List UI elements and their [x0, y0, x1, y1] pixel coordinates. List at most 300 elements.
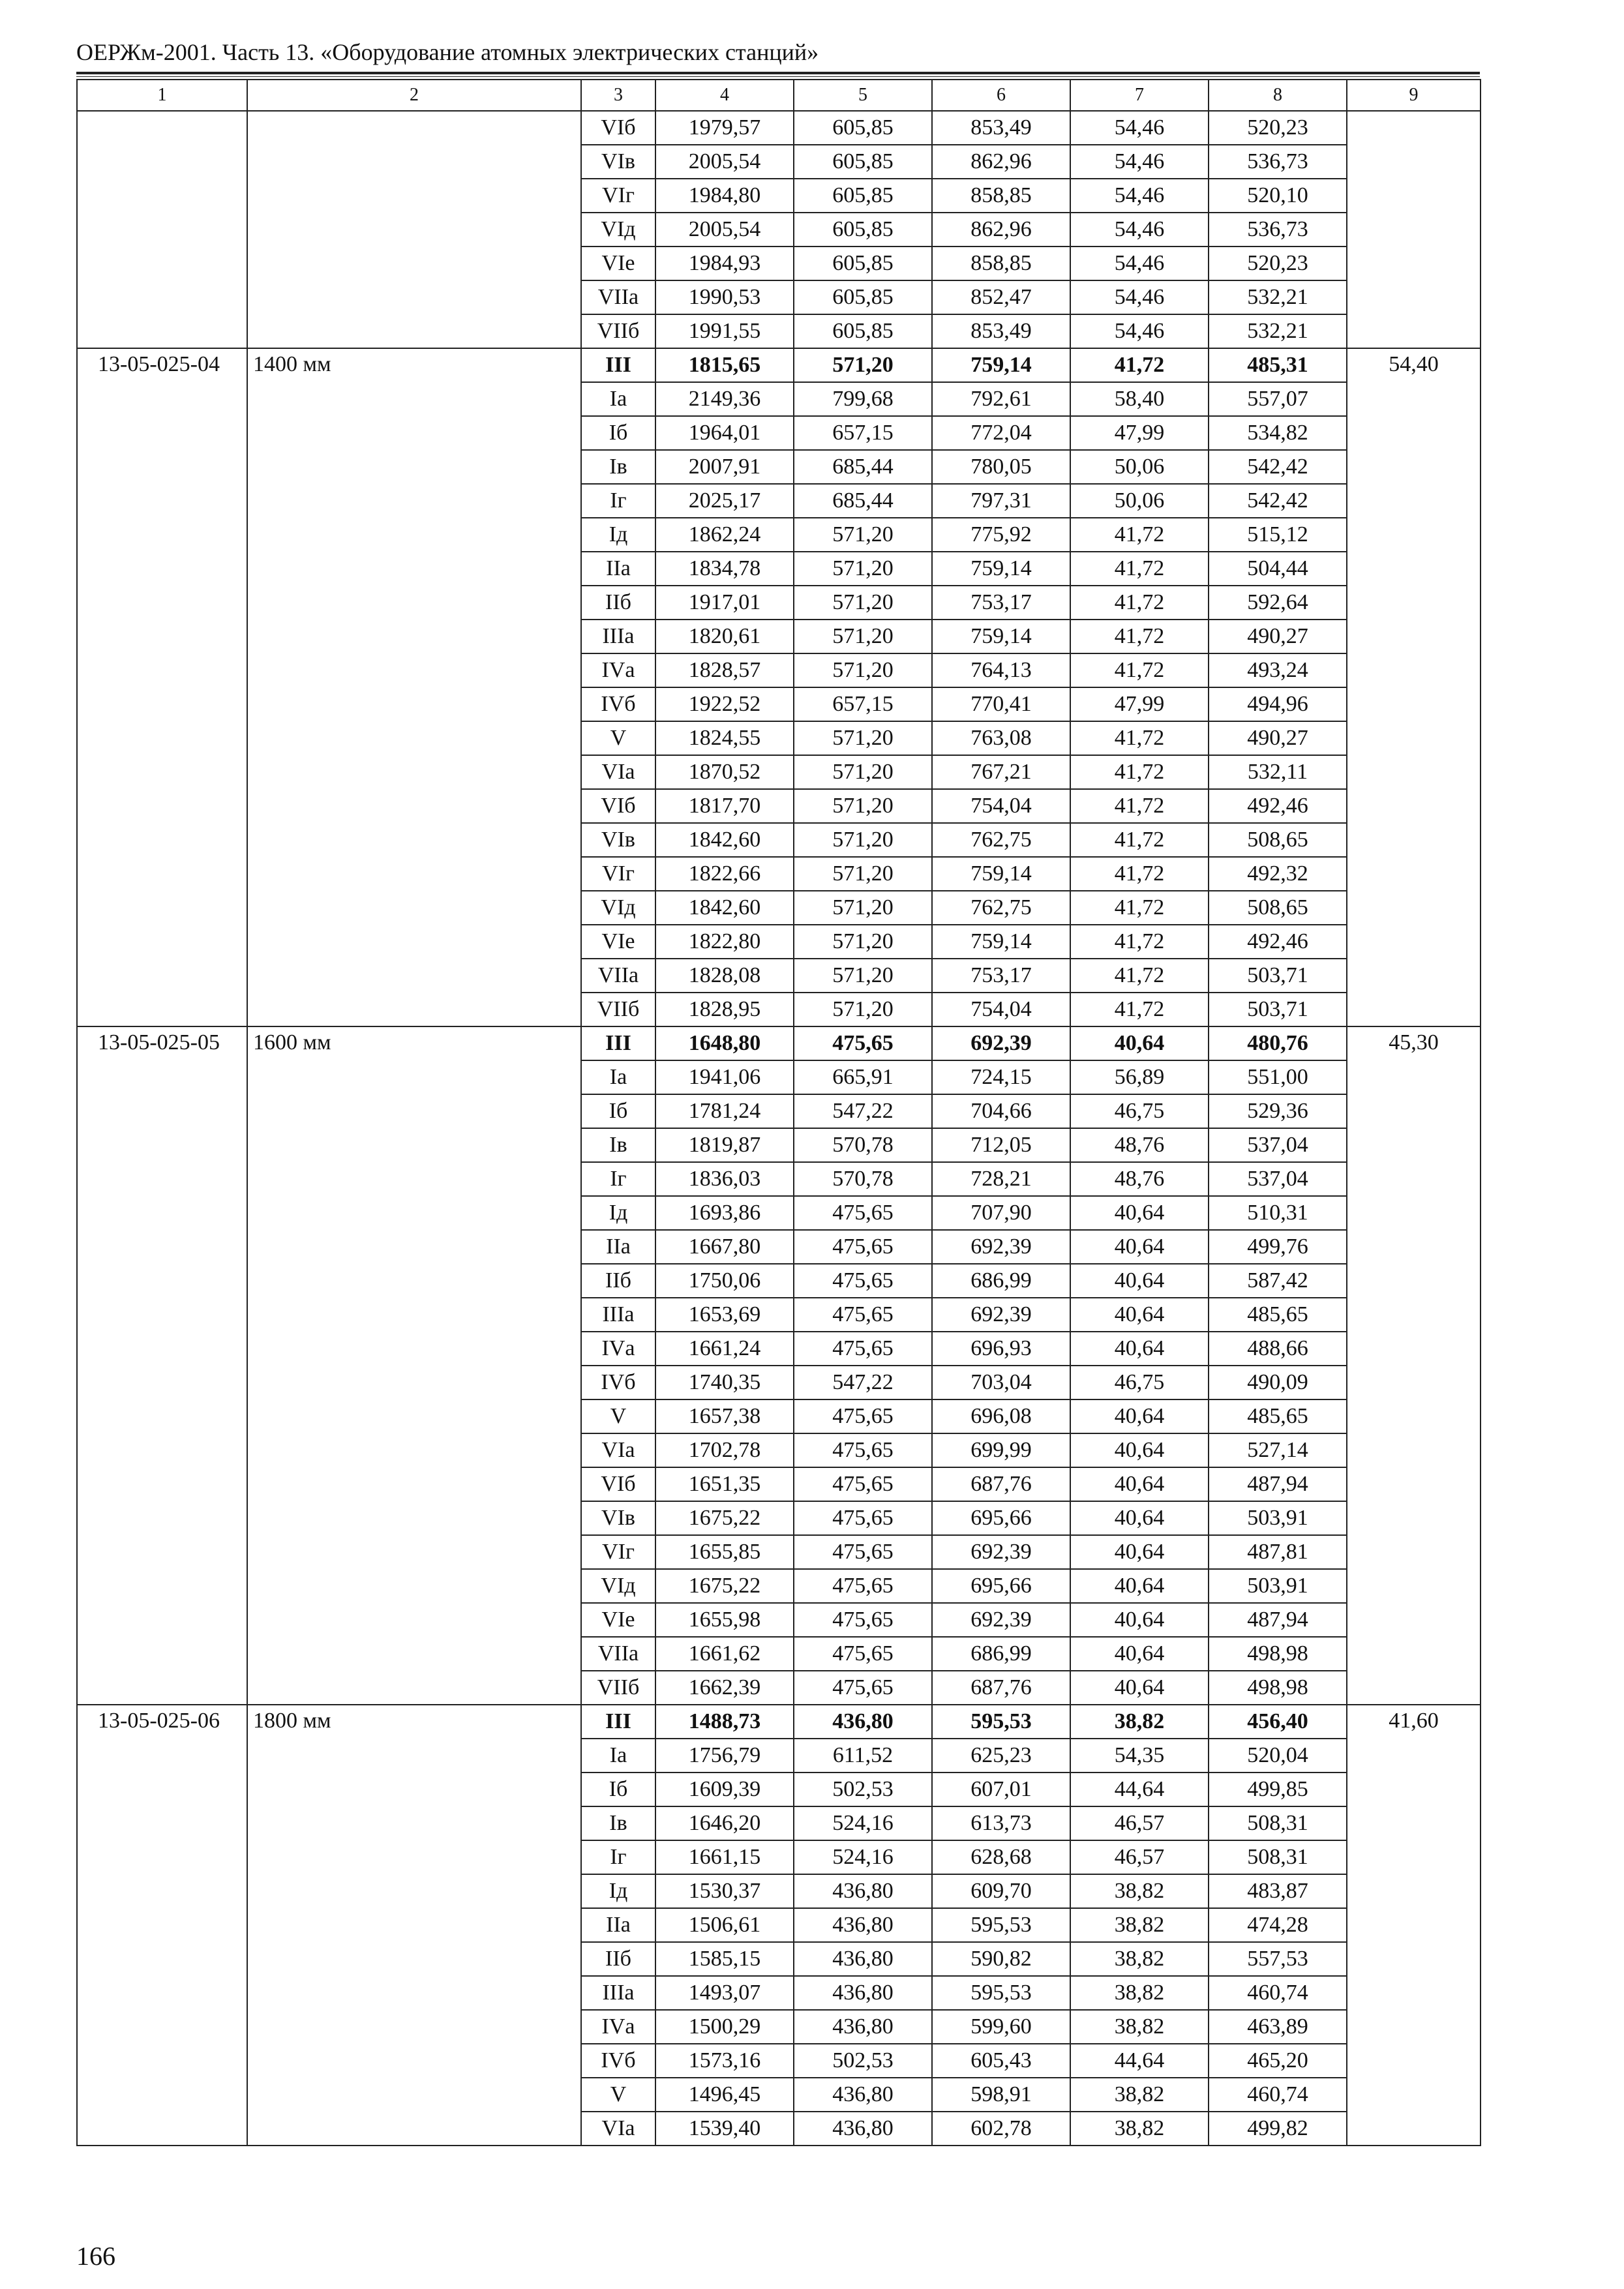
- value-cell: 605,43: [932, 2044, 1070, 2078]
- value-cell: 502,53: [794, 1773, 932, 1806]
- zone-code: VIа: [581, 1433, 655, 1467]
- zone-code: VIа: [581, 2112, 655, 2146]
- value-cell: 38,82: [1070, 1942, 1209, 1976]
- value-cell: 436,80: [794, 1976, 932, 2010]
- value-cell: 456,40: [1209, 1705, 1347, 1739]
- zone-code: III: [581, 348, 655, 382]
- zone-code: IIа: [581, 1908, 655, 1942]
- value-cell: 571,20: [794, 823, 932, 857]
- value-cell: 54,35: [1070, 1739, 1209, 1773]
- value-cell: 2149,36: [655, 382, 794, 416]
- value-cell: 474,28: [1209, 1908, 1347, 1942]
- value-cell: 498,98: [1209, 1637, 1347, 1671]
- value-cell: 38,82: [1070, 2010, 1209, 2044]
- value-cell: 46,57: [1070, 1840, 1209, 1874]
- value-cell: 858,85: [932, 247, 1070, 280]
- value-cell: 754,04: [932, 789, 1070, 823]
- zone-code: IIб: [581, 586, 655, 620]
- value-cell: 1922,52: [655, 687, 794, 721]
- zone-code: VIв: [581, 1501, 655, 1535]
- value-cell: 759,14: [932, 620, 1070, 653]
- rate-code: 13-05-025-06: [77, 1705, 247, 2146]
- value-cell: 1506,61: [655, 1908, 794, 1942]
- value-cell: 611,52: [794, 1739, 932, 1773]
- column-9-value: 54,40: [1347, 348, 1481, 1026]
- value-cell: 41,72: [1070, 721, 1209, 755]
- zone-code: III: [581, 1026, 655, 1060]
- value-cell: 712,05: [932, 1128, 1070, 1162]
- value-cell: 685,44: [794, 450, 932, 484]
- value-cell: 58,40: [1070, 382, 1209, 416]
- value-cell: 536,73: [1209, 213, 1347, 247]
- zone-code: Iа: [581, 1060, 655, 1094]
- value-cell: 475,65: [794, 1298, 932, 1332]
- zone-code: IIIа: [581, 620, 655, 653]
- value-cell: 492,32: [1209, 857, 1347, 891]
- value-cell: 595,53: [932, 1976, 1070, 2010]
- value-cell: 1828,95: [655, 993, 794, 1026]
- value-cell: 551,00: [1209, 1060, 1347, 1094]
- value-cell: 40,64: [1070, 1332, 1209, 1366]
- value-cell: 753,17: [932, 959, 1070, 993]
- zone-code: Iг: [581, 1162, 655, 1196]
- value-cell: 724,15: [932, 1060, 1070, 1094]
- value-cell: 40,64: [1070, 1196, 1209, 1230]
- value-cell: 1822,66: [655, 857, 794, 891]
- zone-code: IVб: [581, 2044, 655, 2078]
- value-cell: 503,71: [1209, 959, 1347, 993]
- value-cell: 537,04: [1209, 1162, 1347, 1196]
- value-cell: 571,20: [794, 993, 932, 1026]
- value-cell: 657,15: [794, 687, 932, 721]
- zone-code: VIд: [581, 213, 655, 247]
- value-cell: 508,65: [1209, 823, 1347, 857]
- column-number: 7: [1070, 80, 1209, 111]
- value-cell: 1573,16: [655, 2044, 794, 2078]
- value-cell: 515,12: [1209, 518, 1347, 552]
- value-cell: 492,46: [1209, 789, 1347, 823]
- value-cell: 475,65: [794, 1467, 932, 1501]
- value-cell: 592,64: [1209, 586, 1347, 620]
- value-cell: 41,72: [1070, 653, 1209, 687]
- value-cell: 498,98: [1209, 1671, 1347, 1705]
- zone-code: VIIа: [581, 280, 655, 314]
- value-cell: 1496,45: [655, 2078, 794, 2112]
- value-cell: 657,15: [794, 416, 932, 450]
- value-cell: 487,81: [1209, 1535, 1347, 1569]
- zone-code: III: [581, 1705, 655, 1739]
- value-cell: 695,66: [932, 1569, 1070, 1603]
- value-cell: 1651,35: [655, 1467, 794, 1501]
- value-cell: 858,85: [932, 179, 1070, 213]
- value-cell: 41,72: [1070, 857, 1209, 891]
- value-cell: 46,75: [1070, 1366, 1209, 1399]
- value-cell: 50,06: [1070, 484, 1209, 518]
- value-cell: 532,21: [1209, 280, 1347, 314]
- value-cell: 692,39: [932, 1026, 1070, 1060]
- value-cell: 532,21: [1209, 314, 1347, 348]
- value-cell: 607,01: [932, 1773, 1070, 1806]
- value-cell: 2025,17: [655, 484, 794, 518]
- column-number: 4: [655, 80, 794, 111]
- value-cell: 508,65: [1209, 891, 1347, 925]
- value-cell: 704,66: [932, 1094, 1070, 1128]
- value-cell: 40,64: [1070, 1535, 1209, 1569]
- value-cell: 532,11: [1209, 755, 1347, 789]
- rate-code: [77, 111, 247, 348]
- value-cell: 571,20: [794, 518, 932, 552]
- value-cell: 46,75: [1070, 1094, 1209, 1128]
- value-cell: 605,85: [794, 314, 932, 348]
- value-cell: 475,65: [794, 1026, 932, 1060]
- zone-code: VIе: [581, 247, 655, 280]
- zone-code: VIIб: [581, 993, 655, 1026]
- value-cell: 41,72: [1070, 518, 1209, 552]
- zone-code: IVа: [581, 2010, 655, 2044]
- value-cell: 571,20: [794, 620, 932, 653]
- value-cell: 557,53: [1209, 1942, 1347, 1976]
- rates-table: [76, 79, 1481, 2146]
- zone-code: VIг: [581, 857, 655, 891]
- value-cell: 605,85: [794, 111, 932, 145]
- value-cell: 475,65: [794, 1399, 932, 1433]
- value-cell: 493,24: [1209, 653, 1347, 687]
- value-cell: 40,64: [1070, 1298, 1209, 1332]
- equipment-size: [247, 111, 581, 348]
- value-cell: 699,99: [932, 1433, 1070, 1467]
- value-cell: 754,04: [932, 993, 1070, 1026]
- value-cell: 487,94: [1209, 1603, 1347, 1637]
- value-cell: 40,64: [1070, 1399, 1209, 1433]
- value-cell: 436,80: [794, 1908, 932, 1942]
- value-cell: 1657,38: [655, 1399, 794, 1433]
- value-cell: 520,04: [1209, 1739, 1347, 1773]
- table-row: [77, 348, 1481, 382]
- value-cell: 571,20: [794, 348, 932, 382]
- value-cell: 475,65: [794, 1637, 932, 1671]
- value-cell: 460,74: [1209, 1976, 1347, 2010]
- zone-code: VIб: [581, 1467, 655, 1501]
- value-cell: 571,20: [794, 552, 932, 586]
- value-cell: 1530,37: [655, 1874, 794, 1908]
- value-cell: 767,21: [932, 755, 1070, 789]
- value-cell: 54,46: [1070, 314, 1209, 348]
- value-cell: 692,39: [932, 1535, 1070, 1569]
- value-cell: 1675,22: [655, 1501, 794, 1535]
- zone-code: IIа: [581, 1230, 655, 1264]
- value-cell: 48,76: [1070, 1128, 1209, 1162]
- zone-code: VIе: [581, 1603, 655, 1637]
- zone-code: Iб: [581, 1773, 655, 1806]
- value-cell: 47,99: [1070, 416, 1209, 450]
- value-cell: 692,39: [932, 1230, 1070, 1264]
- value-cell: 41,72: [1070, 925, 1209, 959]
- zone-code: Iд: [581, 1874, 655, 1908]
- zone-code: Iа: [581, 382, 655, 416]
- value-cell: 40,64: [1070, 1467, 1209, 1501]
- rates-table-body: [77, 80, 1481, 2146]
- value-cell: 508,31: [1209, 1840, 1347, 1874]
- zone-code: VIб: [581, 789, 655, 823]
- value-cell: 1661,62: [655, 1637, 794, 1671]
- value-cell: 503,71: [1209, 993, 1347, 1026]
- value-cell: 1609,39: [655, 1773, 794, 1806]
- value-cell: 38,82: [1070, 2112, 1209, 2146]
- value-cell: 499,82: [1209, 2112, 1347, 2146]
- zone-code: Iд: [581, 518, 655, 552]
- value-cell: 598,91: [932, 2078, 1070, 2112]
- value-cell: 770,41: [932, 687, 1070, 721]
- value-cell: 605,85: [794, 179, 932, 213]
- value-cell: 1820,61: [655, 620, 794, 653]
- value-cell: 571,20: [794, 586, 932, 620]
- value-cell: 686,99: [932, 1637, 1070, 1671]
- value-cell: 1661,24: [655, 1332, 794, 1366]
- zone-code: VIд: [581, 891, 655, 925]
- value-cell: 1990,53: [655, 280, 794, 314]
- value-cell: 728,21: [932, 1162, 1070, 1196]
- value-cell: 763,08: [932, 721, 1070, 755]
- column-number-row: [77, 80, 1481, 111]
- page-number: 166: [76, 2241, 115, 2271]
- column-number: 5: [794, 80, 932, 111]
- value-cell: 490,09: [1209, 1366, 1347, 1399]
- value-cell: 1500,29: [655, 2010, 794, 2044]
- value-cell: 1655,98: [655, 1603, 794, 1637]
- value-cell: 595,53: [932, 1705, 1070, 1739]
- value-cell: 38,82: [1070, 1908, 1209, 1942]
- value-cell: 475,65: [794, 1264, 932, 1298]
- value-cell: 524,16: [794, 1840, 932, 1874]
- value-cell: 609,70: [932, 1874, 1070, 1908]
- value-cell: 47,99: [1070, 687, 1209, 721]
- value-cell: 504,44: [1209, 552, 1347, 586]
- value-cell: 542,42: [1209, 484, 1347, 518]
- value-cell: 1493,07: [655, 1976, 794, 2010]
- value-cell: 1662,39: [655, 1671, 794, 1705]
- value-cell: 41,72: [1070, 552, 1209, 586]
- zone-code: IIа: [581, 552, 655, 586]
- value-cell: 520,23: [1209, 247, 1347, 280]
- value-cell: 520,10: [1209, 179, 1347, 213]
- value-cell: 1655,85: [655, 1535, 794, 1569]
- zone-code: Iв: [581, 450, 655, 484]
- value-cell: 508,31: [1209, 1806, 1347, 1840]
- value-cell: 1870,52: [655, 755, 794, 789]
- value-cell: 436,80: [794, 2112, 932, 2146]
- value-cell: 2007,91: [655, 450, 794, 484]
- value-cell: 475,65: [794, 1230, 932, 1264]
- value-cell: 1756,79: [655, 1739, 794, 1773]
- value-cell: 499,85: [1209, 1773, 1347, 1806]
- value-cell: 480,76: [1209, 1026, 1347, 1060]
- zone-code: IVа: [581, 1332, 655, 1366]
- value-cell: 54,46: [1070, 213, 1209, 247]
- value-cell: 46,57: [1070, 1806, 1209, 1840]
- value-cell: 1488,73: [655, 1705, 794, 1739]
- value-cell: 492,46: [1209, 925, 1347, 959]
- value-cell: 1585,15: [655, 1942, 794, 1976]
- value-cell: 762,75: [932, 891, 1070, 925]
- zone-code: VIа: [581, 755, 655, 789]
- zone-code: Iб: [581, 1094, 655, 1128]
- value-cell: 1917,01: [655, 586, 794, 620]
- value-cell: 590,82: [932, 1942, 1070, 1976]
- table-row: [77, 1705, 1481, 1739]
- value-cell: 1661,15: [655, 1840, 794, 1874]
- value-cell: 436,80: [794, 2010, 932, 2044]
- value-cell: 460,74: [1209, 2078, 1347, 2112]
- value-cell: 1750,06: [655, 1264, 794, 1298]
- value-cell: 490,27: [1209, 620, 1347, 653]
- value-cell: 542,42: [1209, 450, 1347, 484]
- column-number: 9: [1347, 80, 1481, 111]
- value-cell: 524,16: [794, 1806, 932, 1840]
- value-cell: 613,73: [932, 1806, 1070, 1840]
- value-cell: 494,96: [1209, 687, 1347, 721]
- value-cell: 1984,80: [655, 179, 794, 213]
- value-cell: 687,76: [932, 1671, 1070, 1705]
- value-cell: 853,49: [932, 111, 1070, 145]
- value-cell: 1964,01: [655, 416, 794, 450]
- value-cell: 1781,24: [655, 1094, 794, 1128]
- zone-code: VIд: [581, 1569, 655, 1603]
- value-cell: 534,82: [1209, 416, 1347, 450]
- zone-code: Iв: [581, 1128, 655, 1162]
- zone-code: IVб: [581, 687, 655, 721]
- zone-code: IVа: [581, 653, 655, 687]
- value-cell: 485,65: [1209, 1298, 1347, 1332]
- value-cell: 40,64: [1070, 1433, 1209, 1467]
- zone-code: VIг: [581, 179, 655, 213]
- value-cell: 628,68: [932, 1840, 1070, 1874]
- value-cell: 510,31: [1209, 1196, 1347, 1230]
- value-cell: 41,72: [1070, 620, 1209, 653]
- value-cell: 2005,54: [655, 145, 794, 179]
- value-cell: 686,99: [932, 1264, 1070, 1298]
- value-cell: 799,68: [794, 382, 932, 416]
- value-cell: 780,05: [932, 450, 1070, 484]
- value-cell: 463,89: [1209, 2010, 1347, 2044]
- value-cell: 41,72: [1070, 348, 1209, 382]
- value-cell: 38,82: [1070, 1976, 1209, 2010]
- value-cell: 1648,80: [655, 1026, 794, 1060]
- value-cell: 48,76: [1070, 1162, 1209, 1196]
- column-number: 2: [247, 80, 581, 111]
- value-cell: 571,20: [794, 857, 932, 891]
- value-cell: 1828,08: [655, 959, 794, 993]
- value-cell: 1984,93: [655, 247, 794, 280]
- value-cell: 571,20: [794, 925, 932, 959]
- value-cell: 707,90: [932, 1196, 1070, 1230]
- value-cell: 503,91: [1209, 1501, 1347, 1535]
- value-cell: 1842,60: [655, 823, 794, 857]
- value-cell: 1828,57: [655, 653, 794, 687]
- value-cell: 503,91: [1209, 1569, 1347, 1603]
- zone-code: Iб: [581, 416, 655, 450]
- table-row: [77, 111, 1481, 145]
- value-cell: 54,46: [1070, 145, 1209, 179]
- value-cell: 1539,40: [655, 2112, 794, 2146]
- value-cell: 571,20: [794, 721, 932, 755]
- value-cell: 40,64: [1070, 1501, 1209, 1535]
- value-cell: 490,27: [1209, 721, 1347, 755]
- value-cell: 487,94: [1209, 1467, 1347, 1501]
- value-cell: 40,64: [1070, 1026, 1209, 1060]
- value-cell: 1836,03: [655, 1162, 794, 1196]
- value-cell: 571,20: [794, 653, 932, 687]
- value-cell: 625,23: [932, 1739, 1070, 1773]
- value-cell: 696,08: [932, 1399, 1070, 1433]
- value-cell: 1817,70: [655, 789, 794, 823]
- value-cell: 54,46: [1070, 280, 1209, 314]
- value-cell: 547,22: [794, 1366, 932, 1399]
- value-cell: 488,66: [1209, 1332, 1347, 1366]
- value-cell: 2005,54: [655, 213, 794, 247]
- value-cell: 475,65: [794, 1196, 932, 1230]
- zone-code: IIб: [581, 1942, 655, 1976]
- value-cell: 1941,06: [655, 1060, 794, 1094]
- value-cell: 571,20: [794, 959, 932, 993]
- equipment-size: 1600 мм: [247, 1026, 581, 1705]
- value-cell: 605,85: [794, 280, 932, 314]
- value-cell: 40,64: [1070, 1264, 1209, 1298]
- value-cell: 475,65: [794, 1433, 932, 1467]
- value-cell: 605,85: [794, 145, 932, 179]
- column-number: 3: [581, 80, 655, 111]
- value-cell: 1702,78: [655, 1433, 794, 1467]
- zone-code: VIв: [581, 145, 655, 179]
- value-cell: 775,92: [932, 518, 1070, 552]
- value-cell: 38,82: [1070, 2078, 1209, 2112]
- value-cell: 602,78: [932, 2112, 1070, 2146]
- header-rule-thin: [76, 76, 1480, 77]
- zone-code: VIе: [581, 925, 655, 959]
- value-cell: 605,85: [794, 213, 932, 247]
- header-rule-thick: [76, 72, 1480, 74]
- value-cell: 1991,55: [655, 314, 794, 348]
- value-cell: 1646,20: [655, 1806, 794, 1840]
- column-number: 1: [77, 80, 247, 111]
- value-cell: 862,96: [932, 145, 1070, 179]
- value-cell: 853,49: [932, 314, 1070, 348]
- value-cell: 436,80: [794, 2078, 932, 2112]
- value-cell: 40,64: [1070, 1637, 1209, 1671]
- zone-code: IIIа: [581, 1976, 655, 2010]
- value-cell: 502,53: [794, 2044, 932, 2078]
- zone-code: VIв: [581, 823, 655, 857]
- zone-code: VIIа: [581, 1637, 655, 1671]
- value-cell: 571,20: [794, 789, 932, 823]
- value-cell: 792,61: [932, 382, 1070, 416]
- value-cell: 54,46: [1070, 247, 1209, 280]
- value-cell: 1824,55: [655, 721, 794, 755]
- value-cell: 54,46: [1070, 111, 1209, 145]
- value-cell: 56,89: [1070, 1060, 1209, 1094]
- value-cell: 38,82: [1070, 1874, 1209, 1908]
- value-cell: 41,72: [1070, 789, 1209, 823]
- value-cell: 436,80: [794, 1942, 932, 1976]
- value-cell: 40,64: [1070, 1569, 1209, 1603]
- value-cell: 852,47: [932, 280, 1070, 314]
- value-cell: 1675,22: [655, 1569, 794, 1603]
- rate-code: 13-05-025-05: [77, 1026, 247, 1705]
- value-cell: 38,82: [1070, 1705, 1209, 1739]
- value-cell: 1979,57: [655, 111, 794, 145]
- equipment-size: 1800 мм: [247, 1705, 581, 2146]
- value-cell: 485,65: [1209, 1399, 1347, 1433]
- value-cell: 692,39: [932, 1603, 1070, 1637]
